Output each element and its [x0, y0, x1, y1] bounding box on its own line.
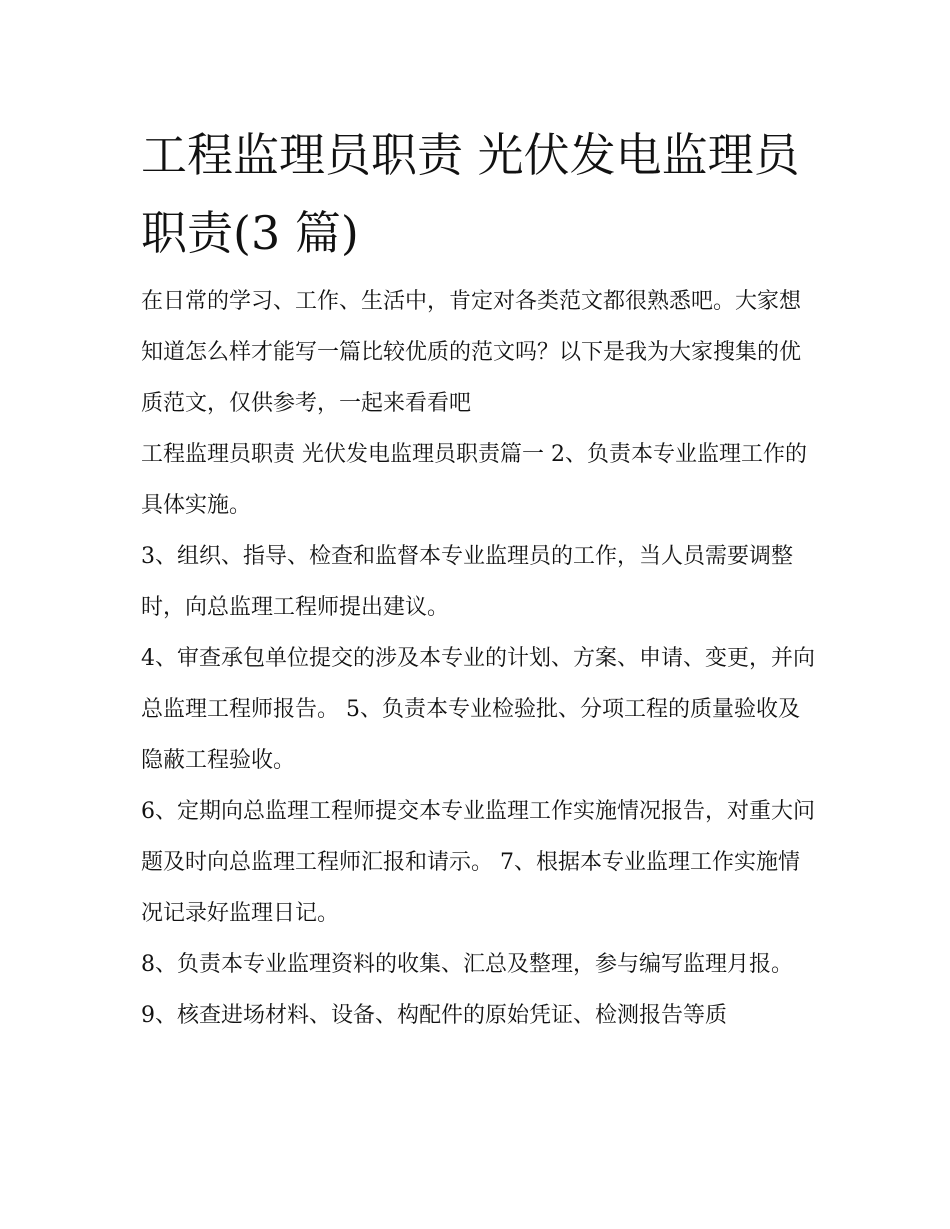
document-body — [141, 276, 817, 1041]
paragraph-item-2: 工程监理员职责 光伏发电监理员职责篇一 2、负责本专业监理工作的具体实施。 — [141, 442, 807, 518]
paragraph-intro: 在日常的学习、工作、生活中，肯定对各类范文都很熟悉吧。大家想知道怎么样才能写一篇比较优质的范文吗？以下是我为大家搜集的优质范文，仅供参考，一起来看看吧 — [141, 289, 802, 416]
paragraph-item-9: 9、核查进场材料、设备、构配件的原始凭证、检测报告等质 — [141, 1003, 727, 1028]
paragraph-item-3: 3、组织、指导、检查和监督本专业监理员的工作，当人员需要调整时，向总监理工程师提出建议。 — [141, 544, 793, 620]
document-title: 工程监理员职责 光伏发电监理员职责(3 篇) — [141, 128, 800, 260]
paragraph-item-6-7: 6、定期向总监理工程师提交本专业监理工作实施情况报告，对重大问题及时向总监理工程师汇报和请示。 7、根据本专业监理工作实施情况记录好监理日记。 — [141, 799, 815, 926]
paragraph-item-8: 8、负责本专业监理资料的收集、汇总及整理，参与编写监理月报。 — [141, 952, 793, 977]
paragraph-item-4-5: 4、审查承包单位提交的涉及本专业的计划、方案、申请、变更，并向总监理工程师报告。 5、负责本专业检验批、分项工程的质量验收及隐蔽工程验收。 — [141, 646, 815, 773]
